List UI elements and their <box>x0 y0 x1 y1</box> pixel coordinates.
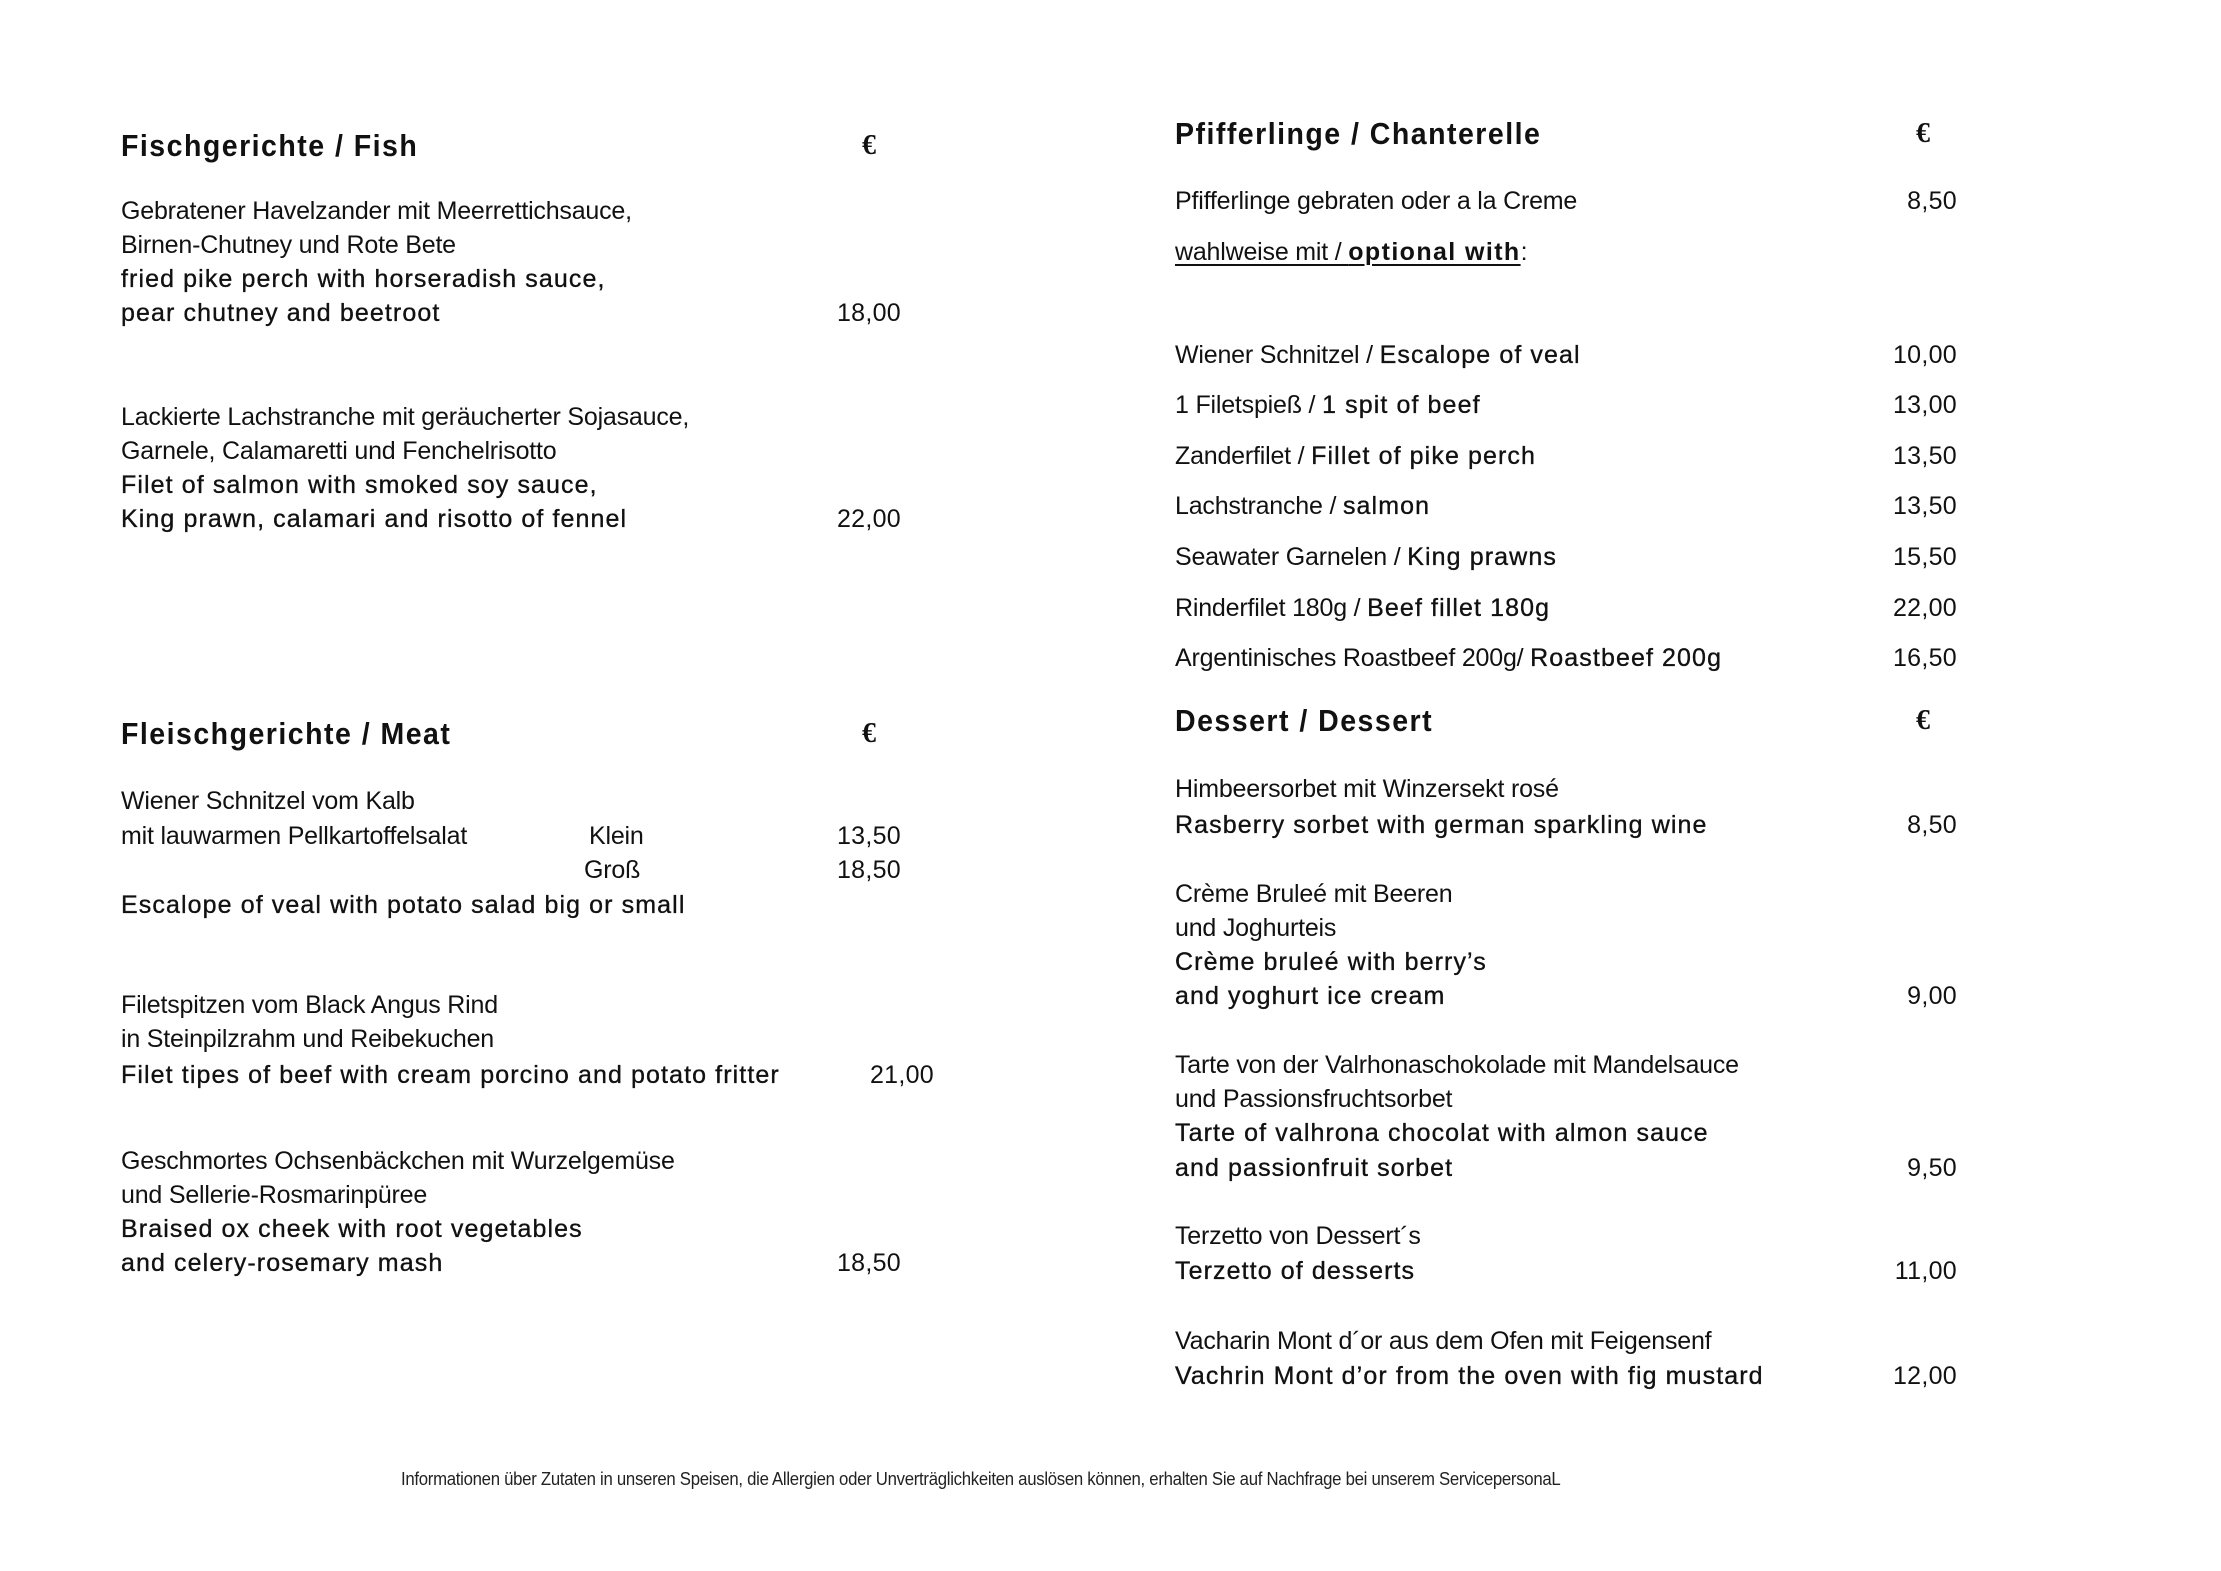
size-label-small: Klein <box>589 822 644 850</box>
optional-en: optional with <box>1348 238 1521 266</box>
item-name-de: Lackierte Lachstranche mit geräucherter Sojasauce, <box>121 403 690 431</box>
size-label-large: Groß <box>584 856 641 884</box>
item-name-en: Tarte of valhrona chocolat with almon sauce <box>1175 1119 1709 1147</box>
addon-name-en: King prawns <box>1407 543 1557 571</box>
item-name-de: Garnele, Calamaretti und Fenchelrisotto <box>121 437 557 465</box>
addon-name-de: Rinderfilet 180g / <box>1175 594 1368 622</box>
addon-name-en: salmon <box>1342 492 1431 520</box>
optional-with-label <box>1175 240 1527 265</box>
item-name-en: Crème bruleé with berry’s <box>1175 948 1487 976</box>
chanterelle-main-item: Pfifferlinge gebraten oder a la Creme <box>1175 187 1578 215</box>
optional-colon: : <box>1520 238 1528 266</box>
dessert-heading: Dessert / Dessert <box>1175 703 1434 738</box>
addon-name-de: 1 Filetspieß / <box>1175 391 1323 419</box>
item-name-de: Crème Bruleé mit Beeren <box>1175 880 1453 908</box>
addon-name-en: Roastbeef 200g <box>1530 644 1723 672</box>
item-price: 21,00 <box>869 1061 934 1089</box>
item-name-en: and passionfruit sorbet <box>1175 1154 1454 1182</box>
size-price-large: 18,50 <box>836 856 901 884</box>
chanterelle-heading: Pfifferlinge / Chanterelle <box>1175 116 1542 151</box>
size-price-small: 13,50 <box>836 822 901 850</box>
addon-name-de: Zanderfilet / <box>1175 442 1312 470</box>
item-name-de: und Sellerie-Rosmarinpüree <box>121 1181 428 1209</box>
fish-heading: Fischgerichte / Fish <box>121 128 419 163</box>
item-name-en: pear chutney and beetroot <box>121 299 441 327</box>
addon-price: 13,50 <box>1892 492 1957 520</box>
addon-name-en: Beef fillet 180g <box>1367 594 1551 622</box>
addon-name-de: Seawater Garnelen / <box>1175 543 1408 571</box>
item-name-en: fried pike perch with horseradish sauce, <box>121 265 606 293</box>
item-name-de: Filetspitzen vom Black Angus Rind <box>121 991 498 1019</box>
item-name-en: Braised ox cheek with root vegetables <box>121 1215 583 1243</box>
addon-name-de: Wiener Schnitzel / <box>1175 341 1380 369</box>
item-name-en: Vachrin Mont d’or from the oven with fig mustard <box>1175 1362 1764 1390</box>
item-name-en: Escalope of veal with potato salad big or small <box>121 891 686 919</box>
item-name-en: Terzetto of desserts <box>1175 1257 1416 1285</box>
item-name-en: King prawn, calamari and risotto of fennel <box>121 505 628 533</box>
optional-de: wahlweise mit / <box>1175 238 1349 266</box>
addon-name-en: Fillet of pike perch <box>1311 442 1537 470</box>
addon-price: 15,50 <box>1892 543 1957 571</box>
chanterelle-main-price: 8,50 <box>1907 187 1957 215</box>
addon-price: 22,00 <box>1892 594 1957 622</box>
item-name-de: mit lauwarmen Pellkartoffelsalat <box>121 822 468 850</box>
item-price: 18,00 <box>836 299 901 327</box>
item-price: 11,00 <box>1894 1257 1957 1285</box>
item-name-de: Wiener Schnitzel vom Kalb <box>121 787 415 815</box>
item-name-de: Gebratener Havelzander mit Meerrettichsauce, <box>121 197 632 225</box>
item-price: 9,50 <box>1907 1154 1957 1182</box>
item-name-de: und Passionsfruchtsorbet <box>1175 1085 1453 1113</box>
item-name-en: Filet of salmon with smoked soy sauce, <box>121 471 598 499</box>
addon-price: 10,00 <box>1892 341 1957 369</box>
fish-currency-label: € <box>862 130 876 161</box>
item-price: 9,00 <box>1907 982 1957 1010</box>
addon-name-de: Argentinisches Roastbeef 200g/ <box>1175 644 1531 672</box>
item-price: 8,50 <box>1907 811 1957 839</box>
addon-name-en: Escalope of veal <box>1379 341 1581 369</box>
addon-name-en: 1 spit of beef <box>1322 391 1481 419</box>
item-name-en: Rasberry sorbet with german sparkling wine <box>1175 811 1708 839</box>
addon-price: 16,50 <box>1892 644 1957 672</box>
item-name-en: and celery-rosemary mash <box>121 1249 444 1277</box>
item-price: 22,00 <box>836 505 901 533</box>
dessert-currency-label: € <box>1916 705 1930 736</box>
item-price: 18,50 <box>836 1249 901 1277</box>
meat-heading: Fleischgerichte / Meat <box>121 716 452 751</box>
item-name-de: und Joghurteis <box>1175 914 1337 942</box>
item-name-en: and yoghurt ice cream <box>1175 982 1446 1010</box>
allergen-footer-note: Informationen über Zutaten in unseren Speisen, die Allergien oder Unverträglichkeiten auslösen können, erhalten Sie auf Nachfrage bei unserem ServicepersonaL <box>401 1469 1561 1489</box>
item-name-de: in Steinpilzrahm und Reibekuchen <box>121 1025 494 1053</box>
addon-price: 13,50 <box>1892 442 1957 470</box>
item-name-de: Himbeersorbet mit Winzersekt rosé <box>1175 775 1559 803</box>
item-name-de: Vacharin Mont d´or aus dem Ofen mit Feigensenf <box>1175 1327 1712 1355</box>
item-name-en: Filet tipes of beef with cream porcino and potato fritter <box>121 1061 780 1089</box>
item-price: 12,00 <box>1892 1362 1957 1390</box>
chanterelle-currency-label: € <box>1916 118 1930 149</box>
item-name-de: Terzetto von Dessert´s <box>1175 1222 1421 1250</box>
item-name-de: Birnen-Chutney und Rote Bete <box>121 231 456 259</box>
addon-name-de: Lachstranche / <box>1175 492 1343 520</box>
item-name-de: Geschmortes Ochsenbäckchen mit Wurzelgemüse <box>121 1147 675 1175</box>
item-name-de: Tarte von der Valrhonaschokolade mit Mandelsauce <box>1175 1051 1739 1079</box>
meat-currency-label: € <box>862 718 876 749</box>
addon-price: 13,00 <box>1892 391 1957 419</box>
